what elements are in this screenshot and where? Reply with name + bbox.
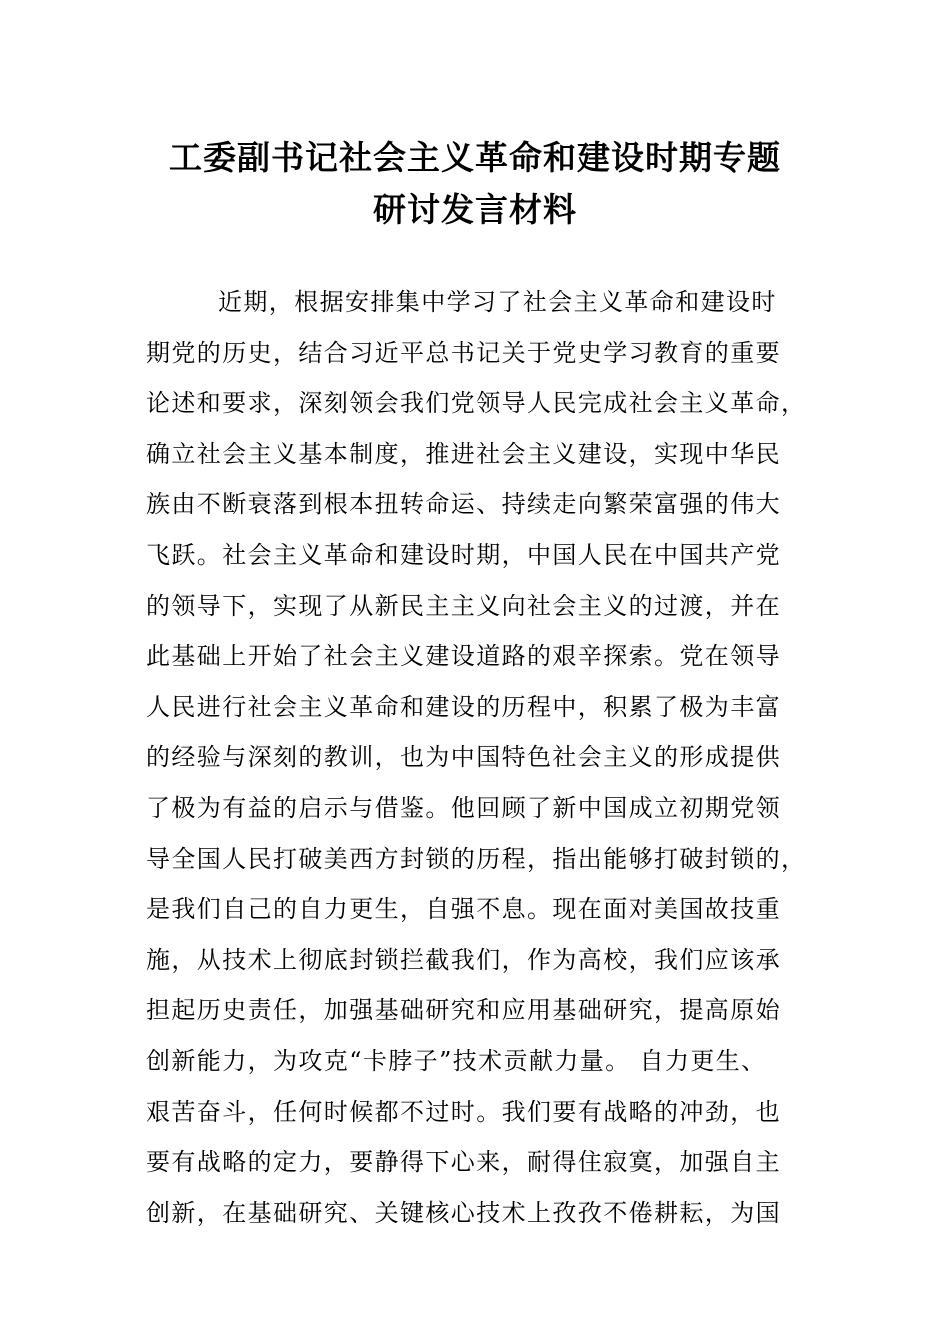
body-line: 的经验与深刻的教训，也为中国特色社会主义的形成提供 [146,743,781,772]
body-line: 的领导下，实现了从新民主主义向社会主义的过渡，并在 [146,591,781,620]
body-line: 人民进行社会主义革命和建设的历程中，积累了极为丰富 [146,692,781,721]
body-line: 论述和要求，深刻领会我们党领导人民完成社会主义革命， [146,389,807,418]
body-line: 飞跃。社会主义革命和建设时期，中国人民在中国共产党 [146,540,781,569]
body-line: 确立社会主义基本制度，推进社会主义建设，实现中华民 [146,439,781,468]
body-line: 艰苦奋斗，任何时候都不过时。我们要有战略的冲劲，也 [146,1097,781,1126]
body-line: 了极为有益的启示与借鉴。他回顾了新中国成立初期党领 [146,793,781,822]
body-line: 族由不断衰落到根本扭转命运、持续走向繁荣富强的伟大 [146,490,781,519]
document-body [146,282,806,1243]
body-line: 要有战略的定力，要静得下心来，耐得住寂寞，加强自主 [146,1148,781,1177]
document-title-line-2: 研讨发言材料 [373,190,577,229]
body-line: 期党的历史，结合习近平总书记关于党史学习教育的重要 [146,338,781,367]
body-line: 近期，根据安排集中学习了社会主义革命和建设时 [218,288,777,316]
body-line: 导全国人民打破美西方封锁的历程，指出能够打破封锁的， [146,844,807,873]
document-title-line-1: 工委副书记社会主义革命和建设时期专题 [169,138,781,177]
body-line: 创新，在基础研究、关键核心技术上孜孜不倦耕耘，为国 [146,1198,781,1227]
body-line: 此基础上开始了社会主义建设道路的艰辛探索。党在领导 [146,642,781,671]
body-line: 创新能力，为攻克“卡脖子”技术贡献力量。 自力更生、 [146,1046,767,1075]
body-line: 担起历史责任，加强基础研究和应用基础研究，提高原始 [146,996,781,1025]
body-line: 施，从技术上彻底封锁拦截我们，作为高校，我们应该承 [146,945,781,974]
body-line: 是我们自己的自力更生，自强不息。现在面对美国故技重 [146,895,781,924]
